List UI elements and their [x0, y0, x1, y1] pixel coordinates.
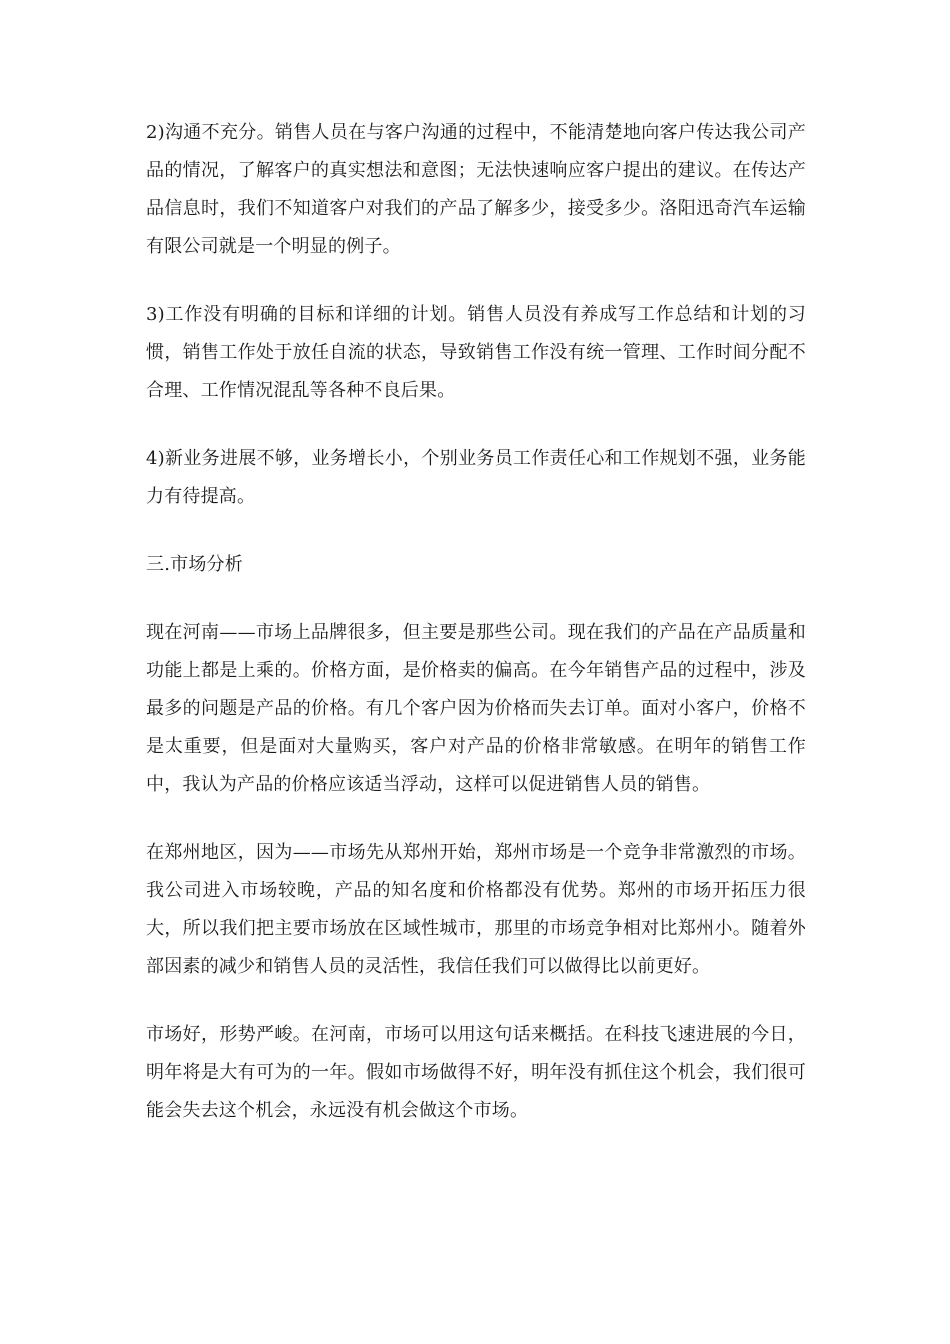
paragraph-new-business: 4)新业务进展不够，业务增长小，个别业务员工作责任心和工作规划不强，业务能力有待提高。	[146, 448, 806, 507]
section-heading-market-analysis: 三.市场分析	[146, 554, 243, 575]
paragraph-zhengzhou-market: 在郑州地区，因为——市场先从郑州开始，郑州市场是一个竞争非常激烈的市场。我公司进入市场较晚，产品的知名度和价格都没有优势。郑州的市场开拓压力很大，所以我们把主要市场放在区域性城市，那里的市场竞争相对比郑州小。随着外部因素的减少和销售人员的灵活性，我信任我们可以做得比以前更好。	[146, 842, 806, 977]
paragraph-planning: 3)工作没有明确的目标和详细的计划。销售人员没有养成写工作总结和计划的习惯，销售工作处于放任自流的状态，导致销售工作没有统一管理、工作时间分配不合理、工作情况混乱等各种不良后果。	[146, 304, 806, 401]
paragraph-communication: 2)沟通不充分。销售人员在与客户沟通的过程中，不能清楚地向客户传达我公司产品的情况，了解客户的真实想法和意图；无法快速响应客户提出的建议。在传达产品信息时，我们不知道客户对我们的产品了解多少，接受多少。洛阳迅奇汽车运输有限公司就是一个明显的例子。	[146, 122, 806, 257]
paragraph-market-outlook: 市场好，形势严峻。在河南，市场可以用这句话来概括。在科技飞速进展的今日，明年将是大有可为的一年。假如市场做得不好，明年没有抓住这个机会，我们很可能会失去这个机会，永远没有机会做这个市场。	[146, 1024, 806, 1121]
document-page	[146, 114, 806, 1160]
paragraph-henan-market: 现在河南——市场上品牌很多，但主要是那些公司。现在我们的产品在产品质量和功能上都是上乘的。价格方面，是价格卖的偏高。在今年销售产品的过程中，涉及最多的问题是产品的价格。有几个客户因为价格而失去订单。面对小客户，价格不是太重要，但是面对大量购买，客户对产品的价格非常敏感。在明年的销售工作中，我认为产品的价格应该适当浮动，这样可以促进销售人员的销售。	[146, 622, 806, 795]
